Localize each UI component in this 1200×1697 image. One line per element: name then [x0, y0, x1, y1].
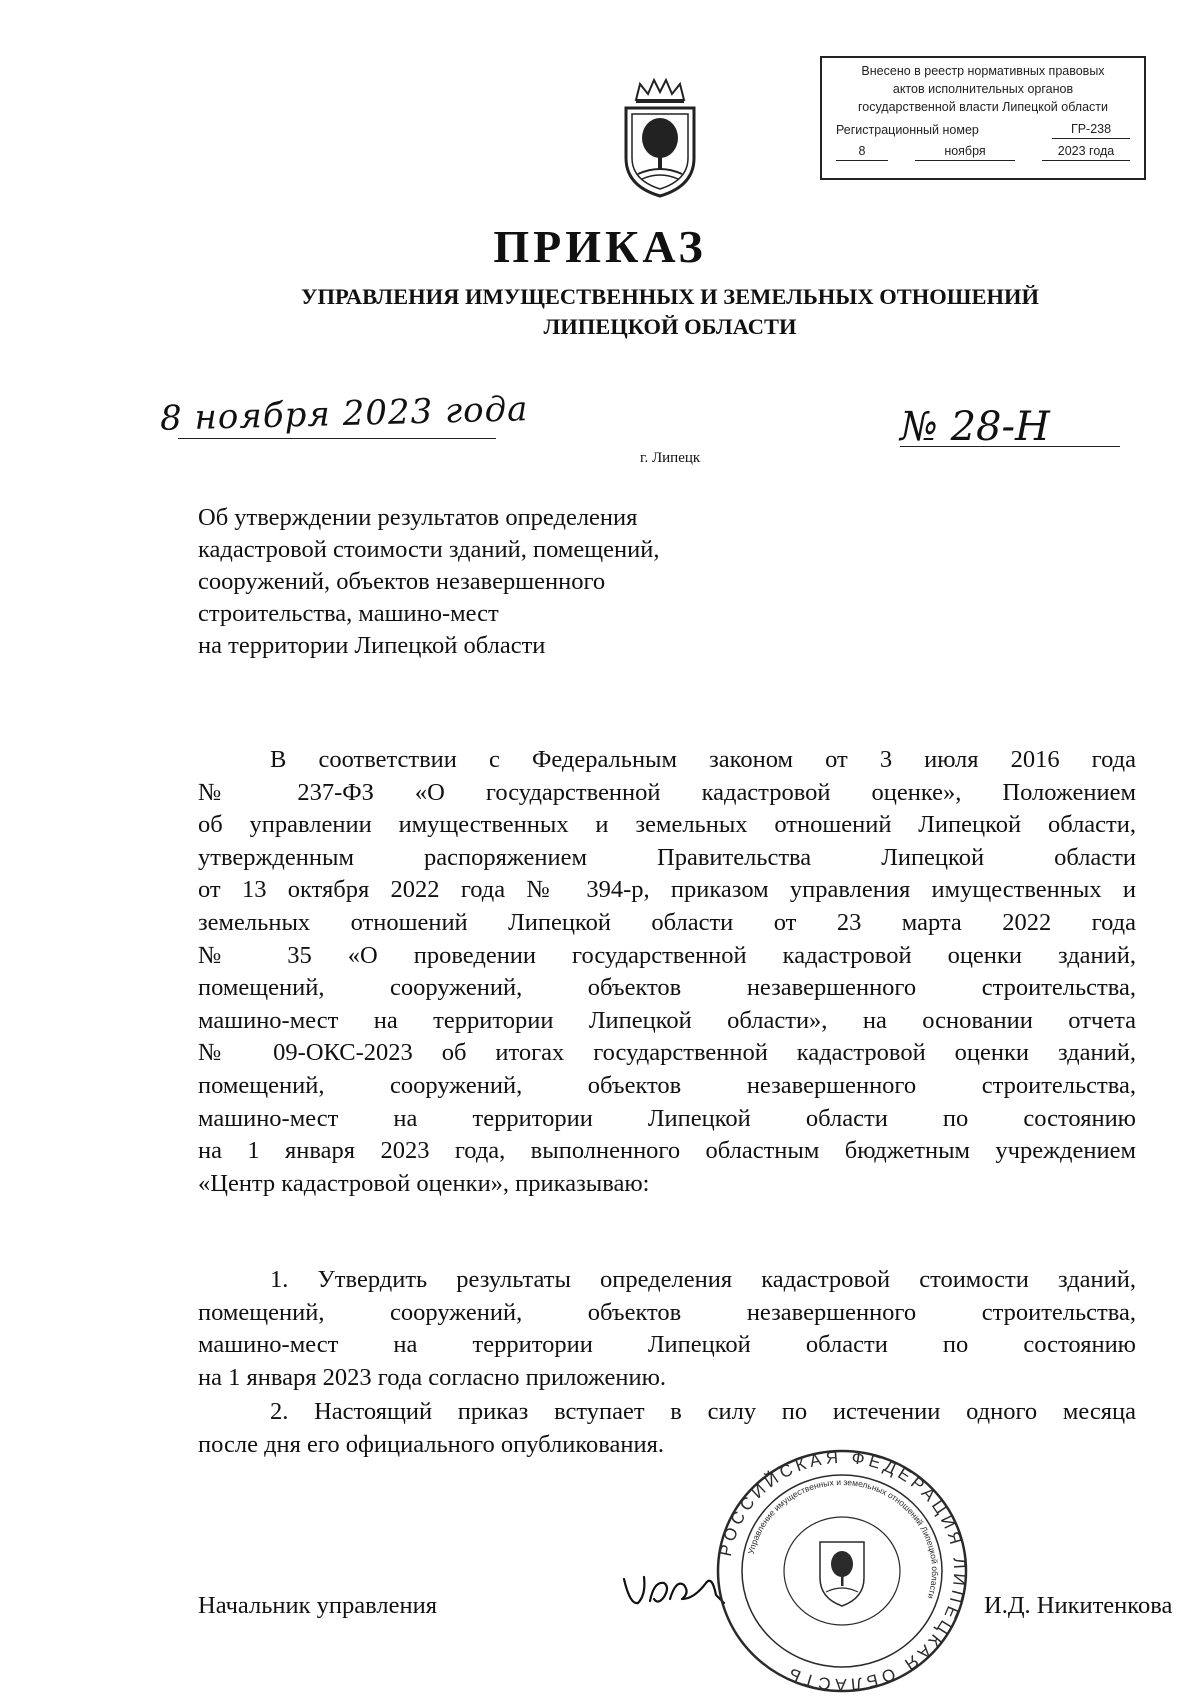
registry-box	[820, 56, 1146, 180]
body-line: 2. Настоящий приказ вступает в силу по истечении одного месяца	[270, 1398, 1136, 1425]
subject-line: Об утверждении результатов определения	[198, 504, 638, 531]
registry-number-row	[836, 120, 1130, 139]
body-line: после дня его официального опубликования.	[198, 1430, 664, 1458]
registry-number-label: Регистрационный номер	[836, 123, 979, 137]
body-line: земельных отношений Липецкой области от 23 марта 2022 года	[198, 908, 1136, 936]
body-line: машино-мест на территории Липецкой области по состоянию	[198, 1331, 1136, 1359]
document-subject	[198, 502, 659, 662]
city-label: г. Липецк	[640, 450, 701, 466]
subject-line: на территории Липецкой области	[198, 632, 546, 659]
body-line: № 09-ОКС-2023 об итогах государственной кадастровой оценки зданий,	[198, 1039, 1136, 1067]
paragraph-preamble	[198, 744, 1136, 1200]
body-line: машино-мест на территории Липецкой области по состоянию	[198, 1104, 1136, 1132]
official-stamp	[712, 1446, 972, 1696]
body-line: на 1 января 2023 года согласно приложению.	[198, 1363, 667, 1391]
number-underline	[900, 446, 1120, 447]
registry-year: 2023 года	[1042, 142, 1130, 161]
registry-number: ГР-238	[1052, 120, 1130, 139]
body-line: помещений, сооружений, объектов незавершенного строительства,	[198, 1071, 1136, 1099]
body-line: «Центр кадастровой оценки», приказываю:	[198, 1169, 650, 1197]
body-line: помещений, сооружений, объектов незавершенного строительства,	[198, 1298, 1136, 1326]
signatory-name: И.Д. Никитенкова	[984, 1592, 1173, 1619]
body-line: помещений, сооружений, объектов незавершенного строительства,	[198, 974, 1136, 1002]
body-line: от 13 октября 2022 года № 394-р, приказом управления имущественных и	[198, 876, 1136, 904]
registry-line-3: государственной власти Липецкой области	[857, 100, 1109, 114]
handwritten-number: № 28-Н	[900, 404, 1050, 450]
body-line: № 237-ФЗ «О государственной кадастровой оценке», Положением	[198, 778, 1136, 806]
coat-of-arms-icon	[618, 78, 702, 198]
body-line: об управлении имущественных и земельных отношений Липецкой области,	[198, 811, 1136, 839]
registry-date-row	[836, 142, 1130, 161]
body-line: на 1 января 2023 года, выполненного областным бюджетным учреждением	[198, 1137, 1136, 1165]
registry-month: ноября	[915, 142, 1015, 161]
subject-line: сооружений, объектов незавершенного	[198, 568, 606, 595]
signatory-position: Начальник управления	[198, 1592, 437, 1619]
registry-day: 8	[836, 142, 888, 161]
body-line: № 35 «О проведении государственной кадастровой оценки зданий,	[198, 941, 1136, 969]
handwritten-date: 8 ноября 2023 года	[159, 389, 529, 439]
date-underline	[178, 438, 496, 439]
paragraph-item-1	[198, 1264, 1136, 1394]
subtitle-line-2: ЛИПЕЦКОЙ ОБЛАСТИ	[543, 314, 797, 339]
subject-line: строительства, машино-мест	[198, 600, 499, 627]
stamp-inner-text: Управление имущественных и земельных отношений Липецкой области	[745, 1476, 941, 1600]
registry-line-1: Внесено в реестр нормативных правовых	[861, 64, 1105, 78]
document-subtitle	[0, 282, 1200, 342]
subtitle-line-1: УПРАВЛЕНИЯ ИМУЩЕСТВЕННЫХ И ЗЕМЕЛЬНЫХ ОТНОШЕНИЙ	[301, 284, 1039, 309]
body-line: утвержденным распоряжением Правительства Липецкой области	[198, 843, 1136, 871]
body-line: В соответствии с Федеральным законом от 3 июля 2016 года	[270, 746, 1136, 773]
body-line: 1. Утвердить результаты определения кадастровой стоимости зданий,	[270, 1266, 1136, 1293]
document-title: ПРИКАЗ	[493, 221, 707, 272]
paragraph-item-2	[198, 1396, 1136, 1461]
body-line: машино-мест на территории Липецкой области», на основании отчета	[198, 1006, 1136, 1034]
registry-line-2: актов исполнительных органов	[892, 82, 1074, 96]
subject-line: кадастровой стоимости зданий, помещений,	[198, 536, 660, 563]
stamp-outer-text: РОССИЙСКАЯ ФЕДЕРАЦИЯ ЛИПЕЦКАЯ ОБЛАСТЬ	[715, 1447, 970, 1695]
